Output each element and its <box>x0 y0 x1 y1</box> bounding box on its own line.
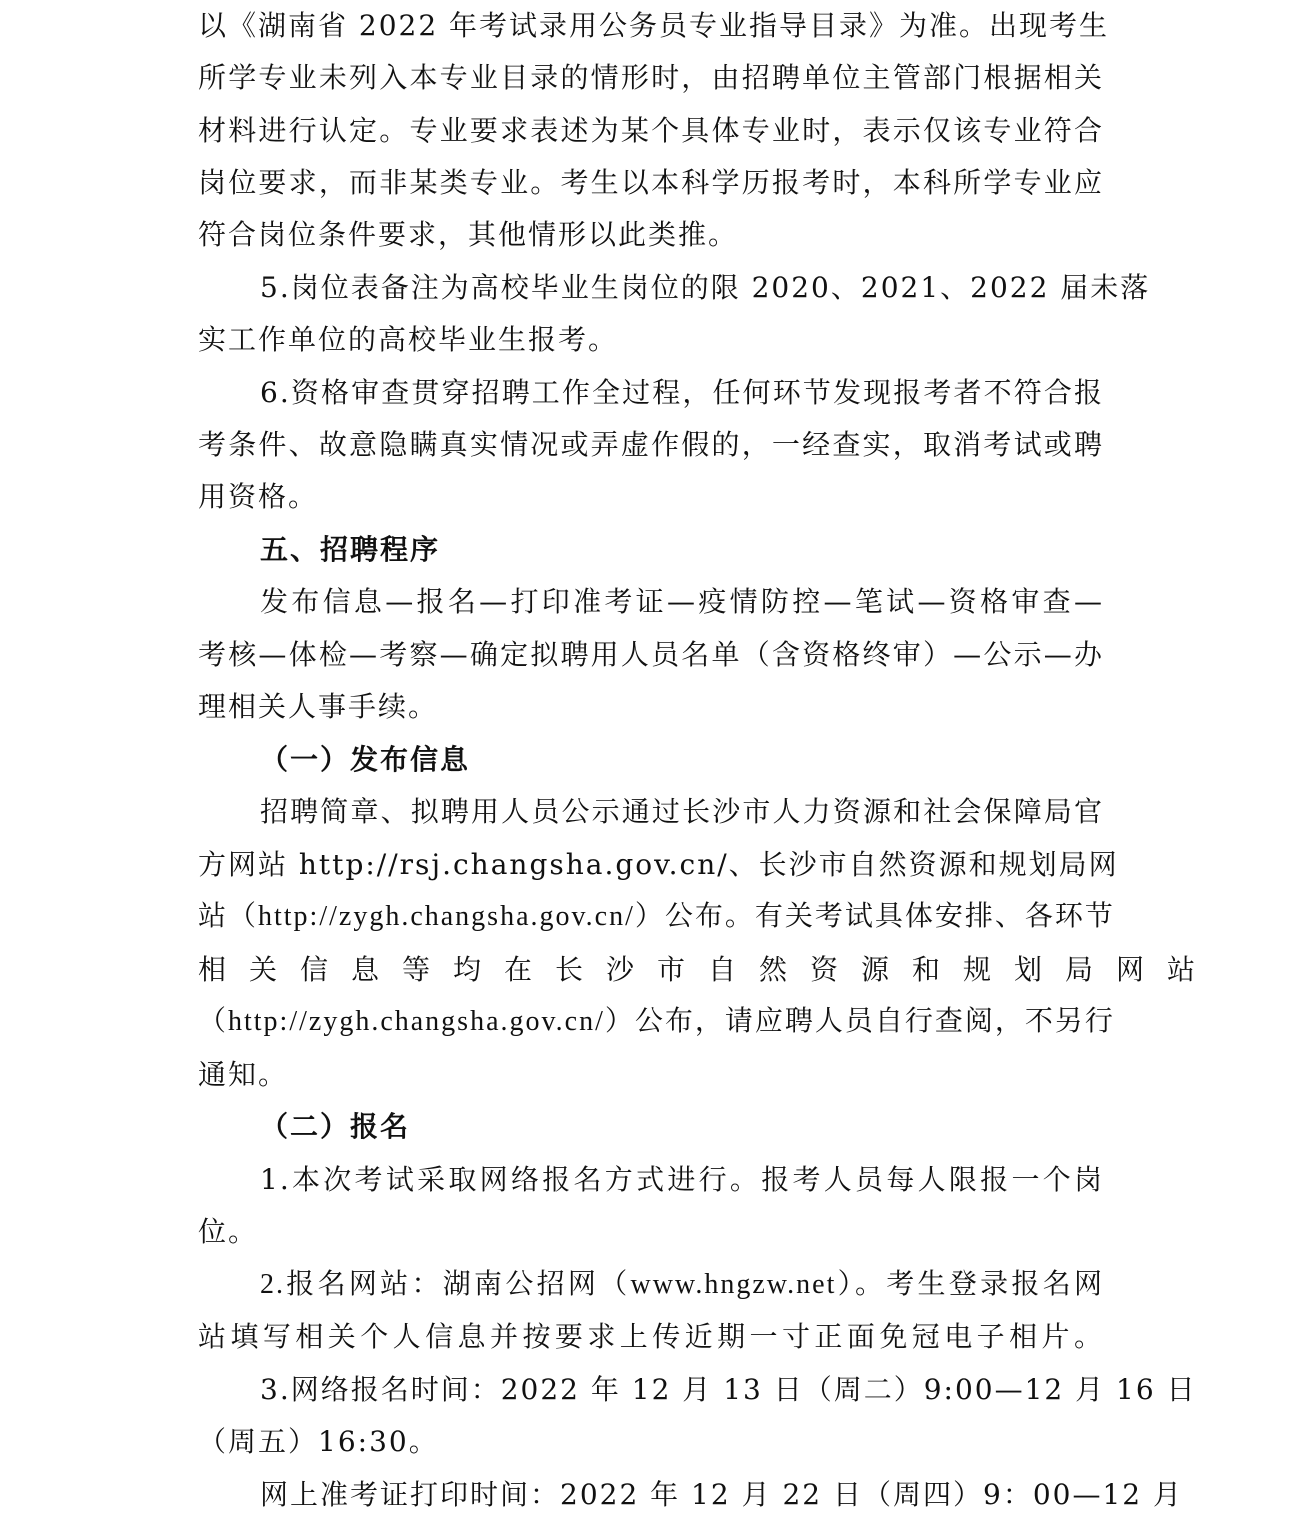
paragraph-line: 所学专业未列入本专业目录的情形时，由招聘单位主管部门根据相关 <box>198 61 1104 94</box>
paragraph-line: 考核—体检—考察—确定拟聘用人员名单（含资格终审）—公示—办 <box>198 638 1104 671</box>
paragraph-line: 发布信息—报名—打印准考证—疫情防控—笔试—资格审查— <box>260 585 1104 618</box>
paragraph-line: （http://zygh.changsha.gov.cn/）公布，请应聘人员自行查阅，不另行 <box>198 1006 1115 1037</box>
subsection-heading: （一）发布信息 <box>260 743 471 776</box>
paragraph-line: 站（http://zygh.changsha.gov.cn/）公布。有关考试具体安排、各环节 <box>198 901 1115 932</box>
list-item-5: 5.岗位表备注为高校毕业生岗位的限 2020、2021、2022 届未落 <box>260 271 1151 304</box>
paragraph-line: 材料进行认定。专业要求表述为某个具体专业时，表示仅该专业符合 <box>198 114 1104 147</box>
list-item-3: 3.网络报名时间：2022 年 12 月 13 日（周二）9:00—12 月 16 日 <box>260 1373 1197 1406</box>
paragraph-line: 以《湖南省 2022 年考试录用公务员专业指导目录》为准。出现考生 <box>198 9 1110 42</box>
list-item-1: 1.本次考试采取网络报名方式进行。报考人员每人限报一个岗 <box>260 1163 1104 1196</box>
paragraph-line: （周五）16:30。 <box>198 1425 439 1458</box>
list-item-6: 6.资格审查贯穿招聘工作全过程，任何环节发现报考者不符合报 <box>260 376 1104 409</box>
paragraph-line: 符合岗位条件要求，其他情形以此类推。 <box>198 218 739 251</box>
paragraph-line: 方网站 http://rsj.changsha.gov.cn/、长沙市自然资源和规划局网 <box>198 848 1119 881</box>
paragraph-line: 站填写相关个人信息并按要求上传近期一寸正面免冠电子相片。 <box>198 1320 1104 1353</box>
paragraph-line: 网上准考证打印时间：2022 年 12 月 22 日（周四）9：00—12 月 <box>260 1478 1183 1511</box>
section-heading: 五、招聘程序 <box>260 533 441 566</box>
paragraph-line: 理相关人事手续。 <box>198 690 439 723</box>
subsection-heading: （二）报名 <box>260 1110 411 1143</box>
paragraph-line: 用资格。 <box>198 480 319 513</box>
paragraph-line: 通知。 <box>198 1058 289 1091</box>
paragraph-line: 相关信息等均在长沙市自然资源和规划局网站 <box>198 953 1219 986</box>
paragraph-line: 实工作单位的高校毕业生报考。 <box>198 323 619 356</box>
paragraph-line: 招聘简章、拟聘用人员公示通过长沙市人力资源和社会保障局官 <box>260 795 1104 828</box>
list-item-2: 2.报名网站：湖南公招网（www.hngzw.net）。考生登录报名网 <box>260 1269 1104 1300</box>
paragraph-line: 岗位要求，而非某类专业。考生以本科学历报考时，本科所学专业应 <box>198 166 1104 199</box>
paragraph-line: 位。 <box>198 1215 259 1248</box>
paragraph-line: 考条件、故意隐瞒真实情况或弄虚作假的，一经查实，取消考试或聘 <box>198 428 1104 461</box>
